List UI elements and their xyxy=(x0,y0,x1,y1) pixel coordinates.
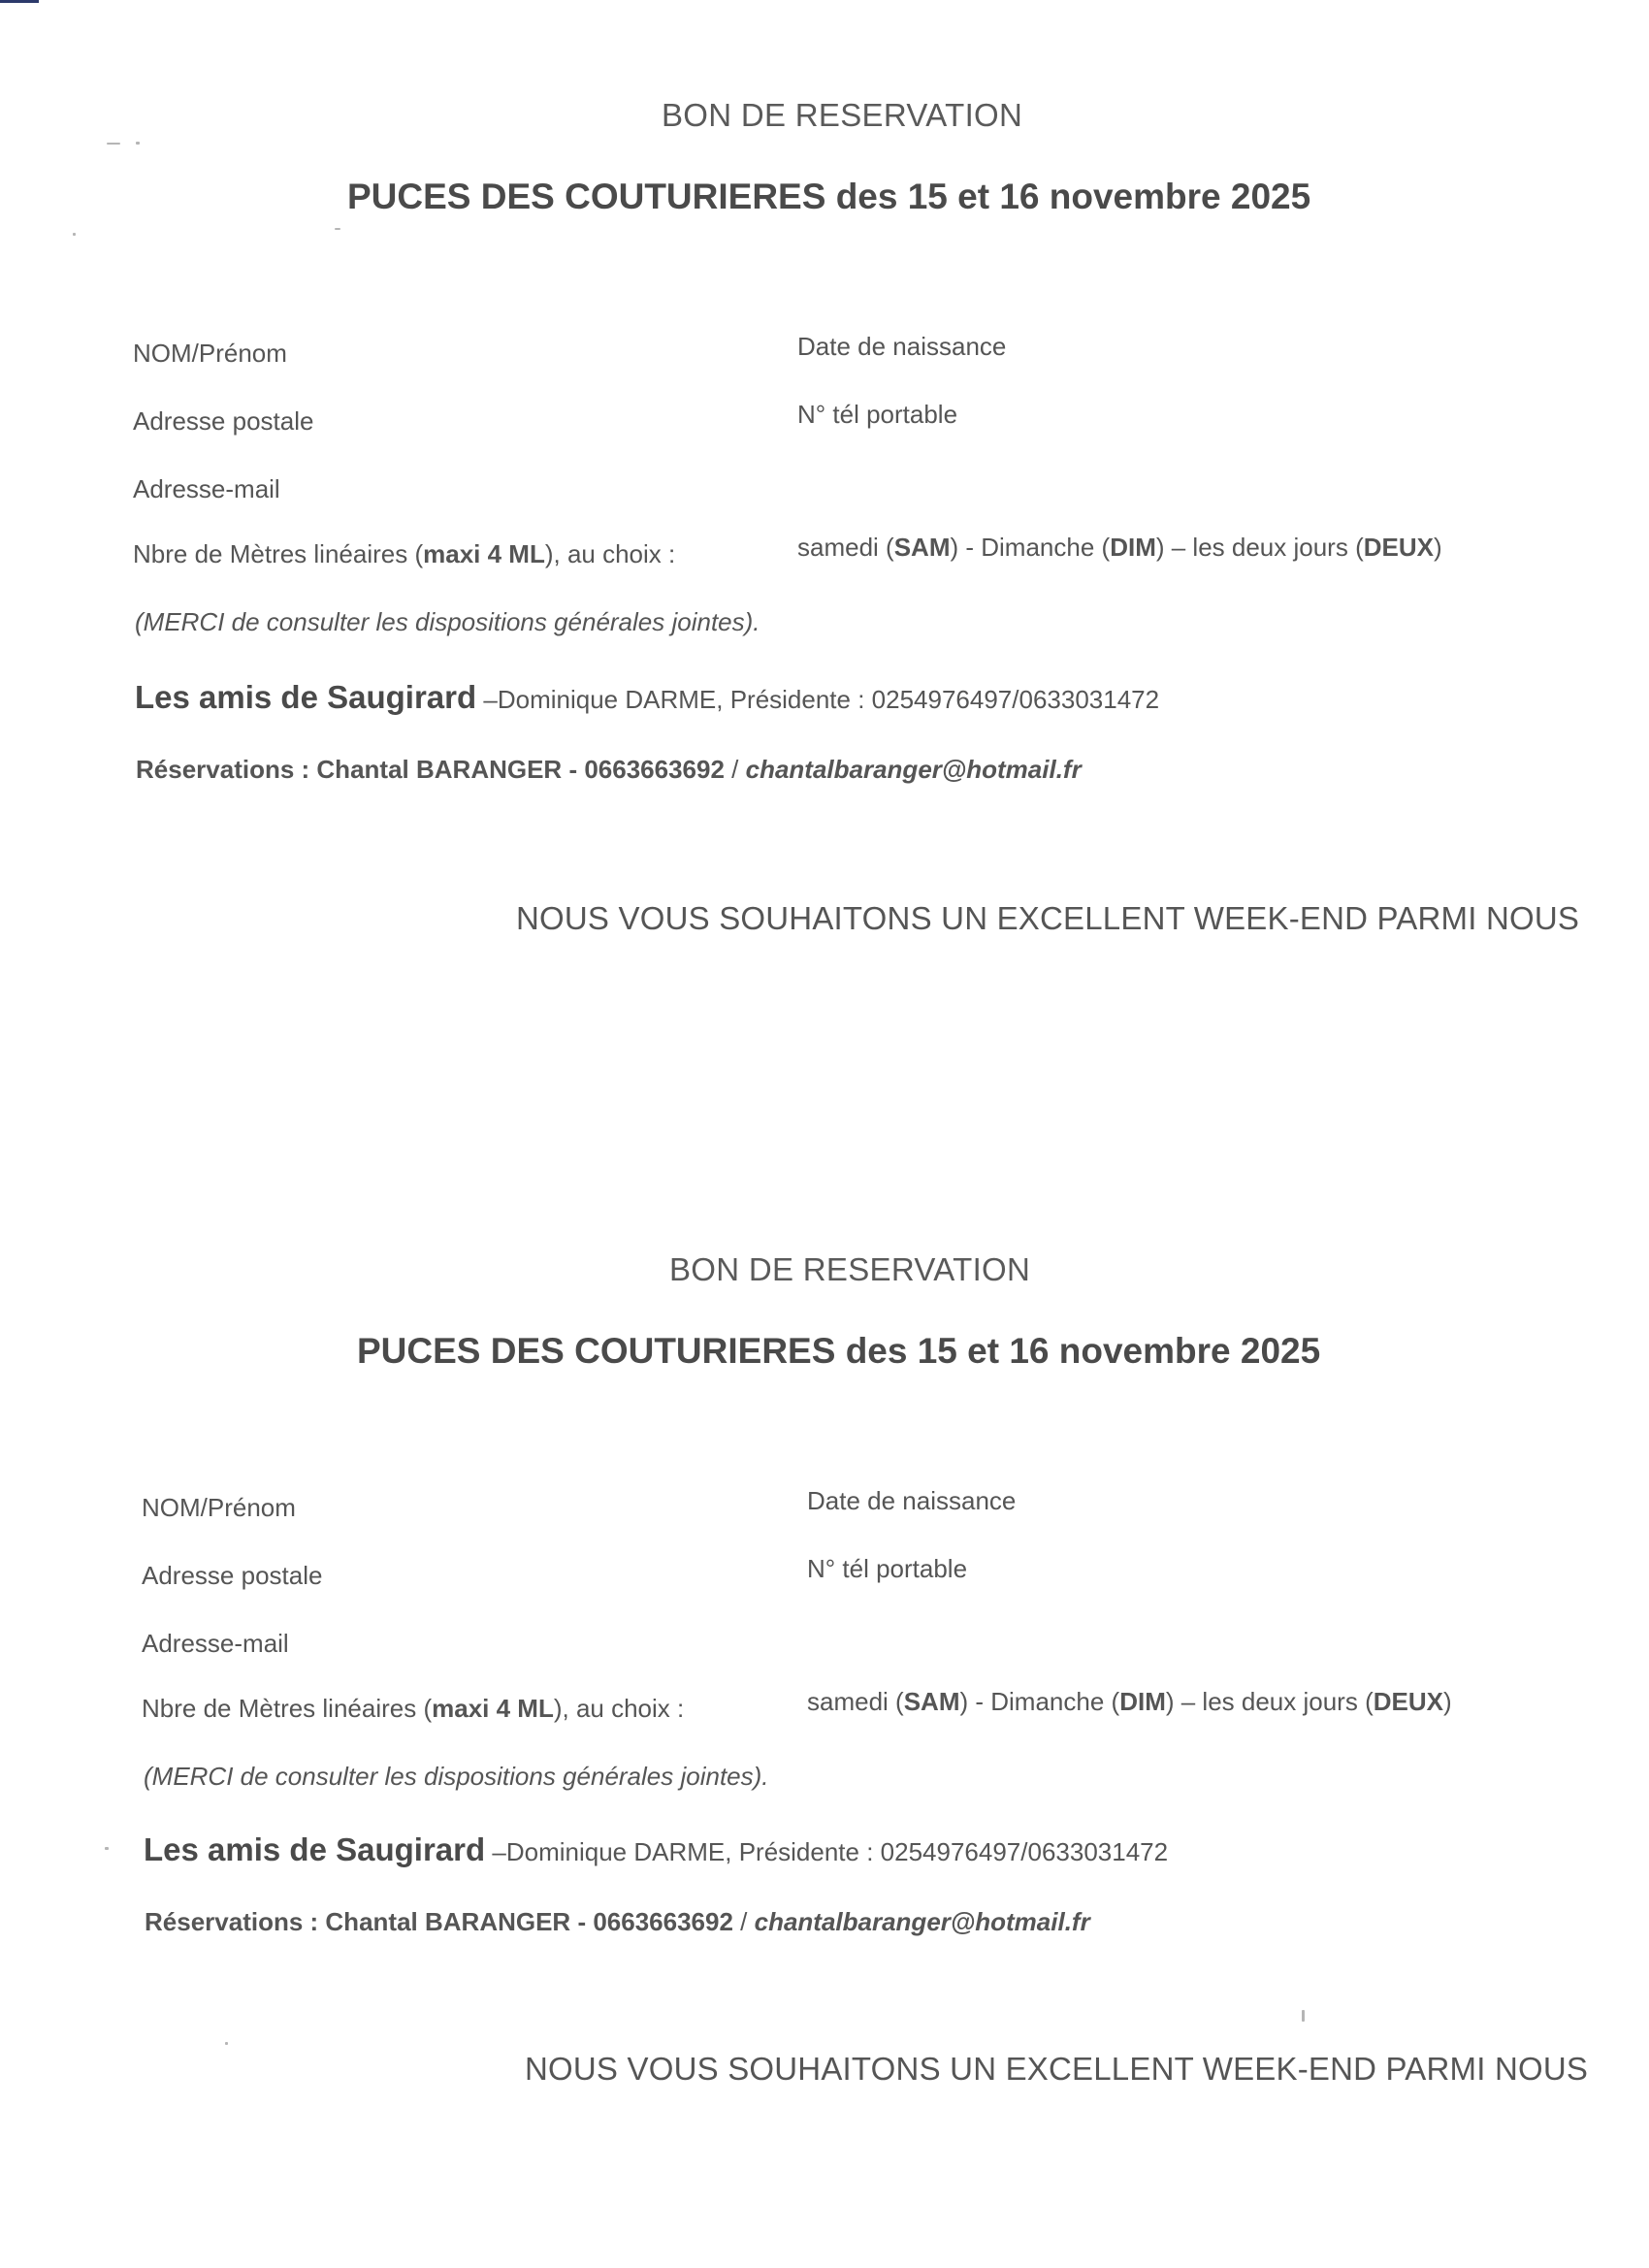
reservations-email: chantalbaranger@hotmail.fr xyxy=(745,755,1082,784)
field-name-label: NOM/Prénom xyxy=(133,339,287,368)
association-name: de Saugirard xyxy=(289,1831,486,1867)
event-title: PUCES DES COUTURIERES des 15 et 16 novembre 2025 xyxy=(357,1331,1321,1371)
field-days-choice xyxy=(807,1687,1452,1717)
event-title: PUCES DES COUTURIERES des 15 et 16 novembre 2025 xyxy=(347,177,1311,216)
days-sat-code: SAM xyxy=(893,533,951,562)
reservations-separator: / xyxy=(724,755,746,784)
reservations-email: chantalbaranger@hotmail.fr xyxy=(754,1907,1090,1936)
association-name-prefix: Les amis xyxy=(144,1831,290,1867)
field-email-label: Adresse-mail xyxy=(142,1629,289,1658)
closing-message: NOUS VOUS SOUHAITONS UN EXCELLENT WEEK-END PARMI NOUS xyxy=(525,2051,1589,2087)
days-close: ) xyxy=(1442,1687,1452,1716)
days-sat-code: SAM xyxy=(903,1687,960,1716)
field-postal-address-label: Adresse postale xyxy=(133,406,314,436)
days-both-label: ) – les deux jours ( xyxy=(1155,533,1364,562)
field-email-label: Adresse-mail xyxy=(133,474,280,503)
form-header: BON DE RESERVATION xyxy=(669,1251,1031,1287)
reservations-phone: - 0663663692 xyxy=(562,755,725,784)
reservation-form-top xyxy=(0,0,1649,970)
meters-suffix: ), au choix : xyxy=(553,1694,685,1723)
field-birth-date-label: Date de naissance xyxy=(807,1486,1017,1515)
days-sun-code: DIM xyxy=(1110,533,1156,562)
meters-max: maxi 4 ML xyxy=(423,539,545,568)
days-both-code: DEUX xyxy=(1373,1687,1443,1716)
reservations-line xyxy=(136,755,1082,785)
association-name: de Saugirard xyxy=(280,679,477,715)
meters-prefix: Nbre de Mètres linéaires ( xyxy=(133,539,424,568)
reservations-line xyxy=(145,1907,1090,1937)
association-contact: –Dominique DARME, Présidente : 0254976497/0633031472 xyxy=(476,685,1160,714)
association-name-prefix: Les amis xyxy=(135,679,281,715)
days-sun-label: ) - Dimanche ( xyxy=(959,1687,1120,1716)
days-both-label: ) – les deux jours ( xyxy=(1165,1687,1374,1716)
days-sun-label: ) - Dimanche ( xyxy=(950,533,1111,562)
field-birth-date-label: Date de naissance xyxy=(797,332,1007,361)
reservations-contact-name: BARANGER xyxy=(424,1907,571,1936)
association-line xyxy=(144,1831,1168,1868)
field-postal-address-label: Adresse postale xyxy=(142,1561,323,1590)
meters-suffix: ), au choix : xyxy=(544,539,676,568)
reservation-form-bottom xyxy=(0,1154,1649,2124)
reservations-label: Réservations : Chantal xyxy=(145,1907,425,1936)
field-meters-label xyxy=(133,539,675,569)
reservations-contact-name: BARANGER xyxy=(415,755,563,784)
field-name-label: NOM/Prénom xyxy=(142,1493,296,1522)
days-close: ) xyxy=(1433,533,1442,562)
days-sun-code: DIM xyxy=(1119,1687,1166,1716)
general-conditions-note: (MERCI de consulter les dispositions générales jointes). xyxy=(135,607,760,636)
days-both-code: DEUX xyxy=(1363,533,1434,562)
form-header: BON DE RESERVATION xyxy=(662,97,1023,133)
days-sat-label: samedi ( xyxy=(807,1687,904,1716)
association-line xyxy=(135,679,1159,716)
closing-message: NOUS VOUS SOUHAITONS UN EXCELLENT WEEK-END PARMI NOUS xyxy=(516,900,1580,936)
days-sat-label: samedi ( xyxy=(797,533,894,562)
reservations-label: Réservations : Chantal xyxy=(136,755,416,784)
reservations-phone: - 0663663692 xyxy=(570,1907,733,1936)
field-meters-label xyxy=(142,1694,684,1724)
field-mobile-phone-label: N° tél portable xyxy=(807,1554,968,1583)
field-mobile-phone-label: N° tél portable xyxy=(797,400,958,429)
general-conditions-note: (MERCI de consulter les dispositions générales jointes). xyxy=(144,1762,769,1791)
field-days-choice xyxy=(797,533,1442,563)
meters-max: maxi 4 ML xyxy=(432,1694,554,1723)
reservations-separator: / xyxy=(732,1907,755,1936)
association-contact: –Dominique DARME, Présidente : 0254976497/0633031472 xyxy=(485,1837,1169,1866)
meters-prefix: Nbre de Mètres linéaires ( xyxy=(142,1694,433,1723)
